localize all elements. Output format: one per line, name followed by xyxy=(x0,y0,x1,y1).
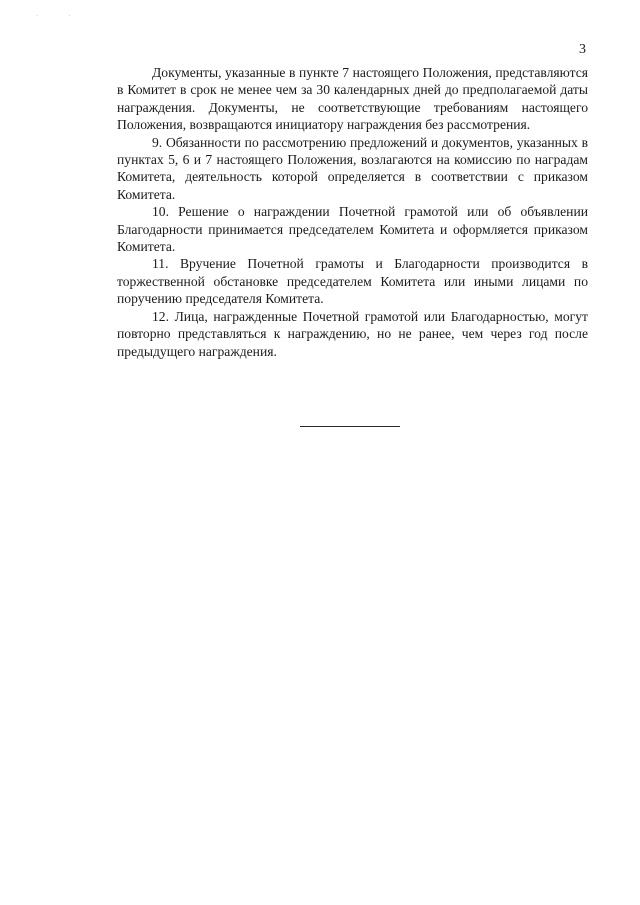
document-body xyxy=(117,64,588,360)
scan-marks: · · xyxy=(36,12,85,20)
paragraph-documents-submission: Документы, указанные в пункте 7 настоящего Положения, представляются в Комитет в срок не менее чем за 30 календарных дней до предполагаемой даты награждения. Документы, не соответствующие требованиям настоящего Положения, возвращаются инициатору награждения без рассмотрения. xyxy=(117,65,588,133)
paragraph-11: 11. Вручение Почетной грамоты и Благодарности производится в торжественной обстановке председателем Комитета или иными лицами по поручению председателя Комитета. xyxy=(117,256,588,307)
paragraph-10: 10. Решение о награждении Почетной грамотой или об объявлении Благодарности принимается председателем Комитета и оформляется приказом Комитета. xyxy=(117,204,588,255)
paragraph-9: 9. Обязанности по рассмотрению предложений и документов, указанных в пунктах 5, 6 и 7 настоящего Положения, возлагаются на комиссию по наградам Комитета, деятельность которой определяется в соответствии с приказом Комитета. xyxy=(117,134,588,202)
paragraph-12: 12. Лица, награжденные Почетной грамотой или Благодарностью, могут повторно представляться к награждению, но не ранее, чем через год после предыдущего награждения. xyxy=(117,308,588,359)
end-of-document-divider xyxy=(300,426,400,427)
page-number: 3 xyxy=(579,42,586,57)
